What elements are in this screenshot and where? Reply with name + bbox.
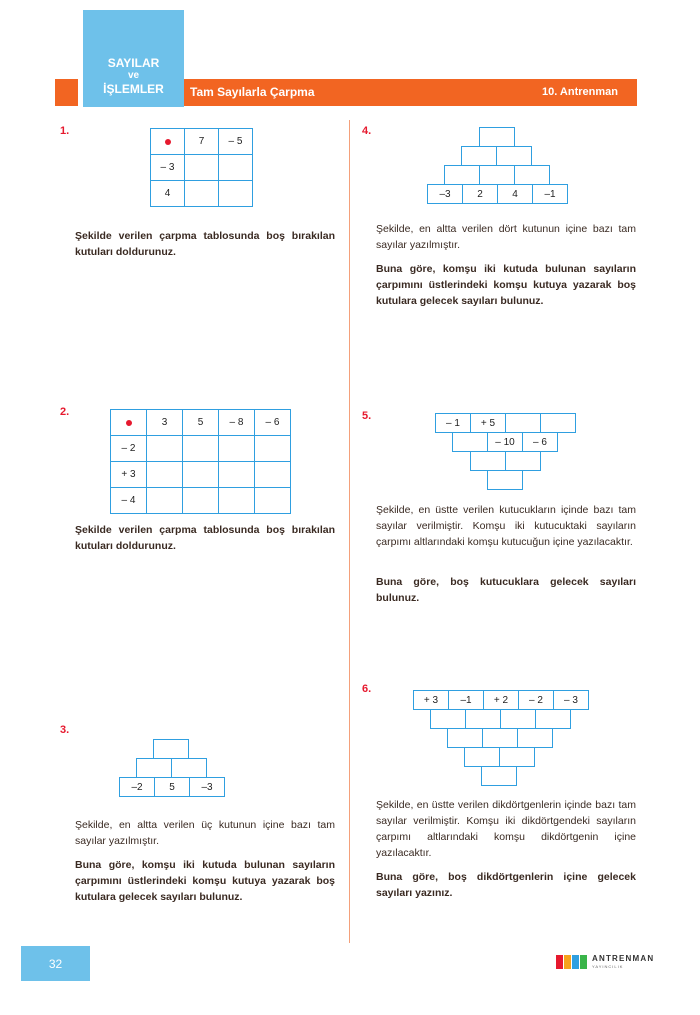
- pyramid-box-given: –1: [532, 184, 568, 204]
- pyramid-box-empty[interactable]: [136, 758, 172, 778]
- pyramid-box-empty[interactable]: [535, 709, 571, 729]
- unit-tab-line3: İŞLEMLER: [103, 82, 164, 96]
- pyramid-box-given: – 3: [553, 690, 589, 710]
- table-row-header: – 3: [151, 155, 185, 181]
- answer-cell[interactable]: [183, 436, 219, 462]
- topic-title: Tam Sayılarla Çarpma: [190, 85, 315, 99]
- multiplication-table-2: [110, 409, 291, 514]
- unit-tab-line2: ve: [127, 70, 140, 81]
- table-column-header: – 5: [219, 129, 253, 155]
- question-3-text: Şekilde, en altta verilen üç kutunun içine bazı tam sayılar yazılmıştır.: [75, 819, 335, 847]
- pyramid-box-given: – 6: [522, 432, 558, 452]
- pyramid-box-empty[interactable]: [482, 728, 518, 748]
- pyramid-box-empty[interactable]: [430, 709, 466, 729]
- logo-subtitle: YAYINCILIK: [592, 964, 624, 969]
- multiply-dot-icon: [126, 420, 132, 426]
- pyramid-box-empty[interactable]: [540, 413, 576, 433]
- answer-cell[interactable]: [219, 436, 255, 462]
- table-corner: [111, 410, 147, 436]
- pyramid-box-empty[interactable]: [171, 758, 207, 778]
- answer-cell[interactable]: [219, 488, 255, 514]
- answer-cell[interactable]: [219, 155, 253, 181]
- question-number-1: 1.: [60, 125, 70, 137]
- table-column-header: – 6: [255, 410, 291, 436]
- question-6-prompt: Buna göre, boş dikdörtgenlerin içine gelecek sayıları yazınız.: [376, 871, 636, 899]
- pyramid-box-given: 5: [154, 777, 190, 797]
- multiply-dot-icon: [165, 139, 171, 145]
- pyramid-box-empty[interactable]: [496, 146, 532, 166]
- answer-cell[interactable]: [185, 181, 219, 207]
- answer-cell[interactable]: [185, 155, 219, 181]
- pyramid-box-empty[interactable]: [465, 709, 501, 729]
- unit-tab-line1: SAYILAR: [107, 56, 160, 70]
- pyramid-box-empty[interactable]: [500, 709, 536, 729]
- table-row-header: + 3: [111, 462, 147, 488]
- question-number-2: 2.: [60, 406, 70, 418]
- question-6-text: Şekilde, en üstte verilen dikdörtgenlerin içinde bazı tam sayılar verilmiştir. Komşu iki dikdörtgendeki sayıların çarpımı altlarındaki komşu dikdörtgenin içine yazılacaktır.: [376, 799, 636, 859]
- pyramid-box-empty[interactable]: [514, 165, 550, 185]
- table-column-header: – 8: [219, 410, 255, 436]
- question-1-text: Şekilde verilen çarpma tablosunda boş bırakılan kutuları doldurunuz.: [75, 230, 335, 258]
- publisher-logo: [556, 953, 656, 973]
- pyramid-box-empty[interactable]: [517, 728, 553, 748]
- pyramid-box-empty[interactable]: [447, 728, 483, 748]
- unit-tab: [83, 10, 184, 107]
- table-column-header: 5: [183, 410, 219, 436]
- table-column-header: 7: [185, 129, 219, 155]
- pyramid-box-given: + 2: [483, 690, 519, 710]
- logo-block-icon: [556, 955, 563, 969]
- drill-label: 10. Antrenman: [541, 86, 618, 98]
- pyramid-box-given: + 5: [470, 413, 506, 433]
- pyramid-box-empty[interactable]: [487, 470, 523, 490]
- pyramid-box-empty[interactable]: [153, 739, 189, 759]
- pyramid-box-given: 2: [462, 184, 498, 204]
- logo-block-icon: [580, 955, 587, 969]
- pyramid-box-empty[interactable]: [464, 747, 500, 767]
- question-number-3: 3.: [60, 724, 70, 736]
- table-column-header: 3: [147, 410, 183, 436]
- question-number-6: 6.: [362, 683, 372, 695]
- pyramid-box-given: – 2: [518, 690, 554, 710]
- pyramid-box-given: –2: [119, 777, 155, 797]
- pyramid-box-empty[interactable]: [470, 451, 506, 471]
- question-5-prompt: Buna göre, boş kutucuklara gelecek sayıları bulunuz.: [376, 576, 636, 604]
- answer-cell[interactable]: [183, 462, 219, 488]
- multiplication-table-1: [150, 128, 253, 207]
- answer-cell[interactable]: [255, 462, 291, 488]
- pyramid-box-empty[interactable]: [444, 165, 480, 185]
- pyramid-box-given: – 1: [435, 413, 471, 433]
- pyramid-box-given: – 10: [487, 432, 523, 452]
- answer-cell[interactable]: [183, 488, 219, 514]
- question-4-text: Şekilde, en altta verilen dört kutunun içine bazı tam sayılar yazılmıştır.: [376, 223, 636, 251]
- table-row-header: – 2: [111, 436, 147, 462]
- pyramid-box-empty[interactable]: [499, 747, 535, 767]
- logo-name: ANTRENMAN: [592, 954, 655, 963]
- table-row-header: 4: [151, 181, 185, 207]
- pyramid-box-empty[interactable]: [479, 127, 515, 147]
- logo-block-icon: [564, 955, 571, 969]
- answer-cell[interactable]: [219, 181, 253, 207]
- table-corner: [151, 129, 185, 155]
- answer-cell[interactable]: [255, 436, 291, 462]
- question-number-5: 5.: [362, 410, 372, 422]
- pyramid-box-empty[interactable]: [479, 165, 515, 185]
- answer-cell[interactable]: [219, 462, 255, 488]
- question-number-4: 4.: [362, 125, 372, 137]
- pyramid-box-given: + 3: [413, 690, 449, 710]
- question-2-text: Şekilde verilen çarpma tablosunda boş bırakılan kutuları doldurunuz.: [75, 524, 335, 552]
- pyramid-box-empty[interactable]: [452, 432, 488, 452]
- answer-cell[interactable]: [147, 462, 183, 488]
- pyramid-box-empty[interactable]: [505, 413, 541, 433]
- table-row-header: – 4: [111, 488, 147, 514]
- page-number: 32: [21, 946, 90, 981]
- logo-block-icon: [572, 955, 579, 969]
- question-5-text: Şekilde, en üstte verilen kutucukların içinde bazı tam sayılar verilmiştir. Komşu iki kutucuktaki sayıların çarpımı altlarındaki komşu kutucuğun içine yazılacaktır.: [376, 504, 636, 548]
- pyramid-box-given: –3: [427, 184, 463, 204]
- pyramid-box-given: –1: [448, 690, 484, 710]
- pyramid-box-empty[interactable]: [481, 766, 517, 786]
- answer-cell[interactable]: [147, 488, 183, 514]
- answer-cell[interactable]: [255, 488, 291, 514]
- question-4-prompt: Buna göre, komşu iki kutuda bulunan sayıların çarpımını üstlerindeki komşu kutuya yazarak boş kutulara gelecek sayıları bulunuz.: [376, 263, 636, 307]
- answer-cell[interactable]: [147, 436, 183, 462]
- pyramid-box-empty[interactable]: [461, 146, 497, 166]
- column-divider: [349, 120, 350, 943]
- pyramid-box-given: –3: [189, 777, 225, 797]
- question-3-prompt: Buna göre, komşu iki kutuda bulunan sayıların çarpımını üstlerindeki komşu kutuya yazarak boş kutulara gelecek sayıları bulunuz.: [75, 859, 335, 903]
- pyramid-box-empty[interactable]: [505, 451, 541, 471]
- pyramid-box-given: 4: [497, 184, 533, 204]
